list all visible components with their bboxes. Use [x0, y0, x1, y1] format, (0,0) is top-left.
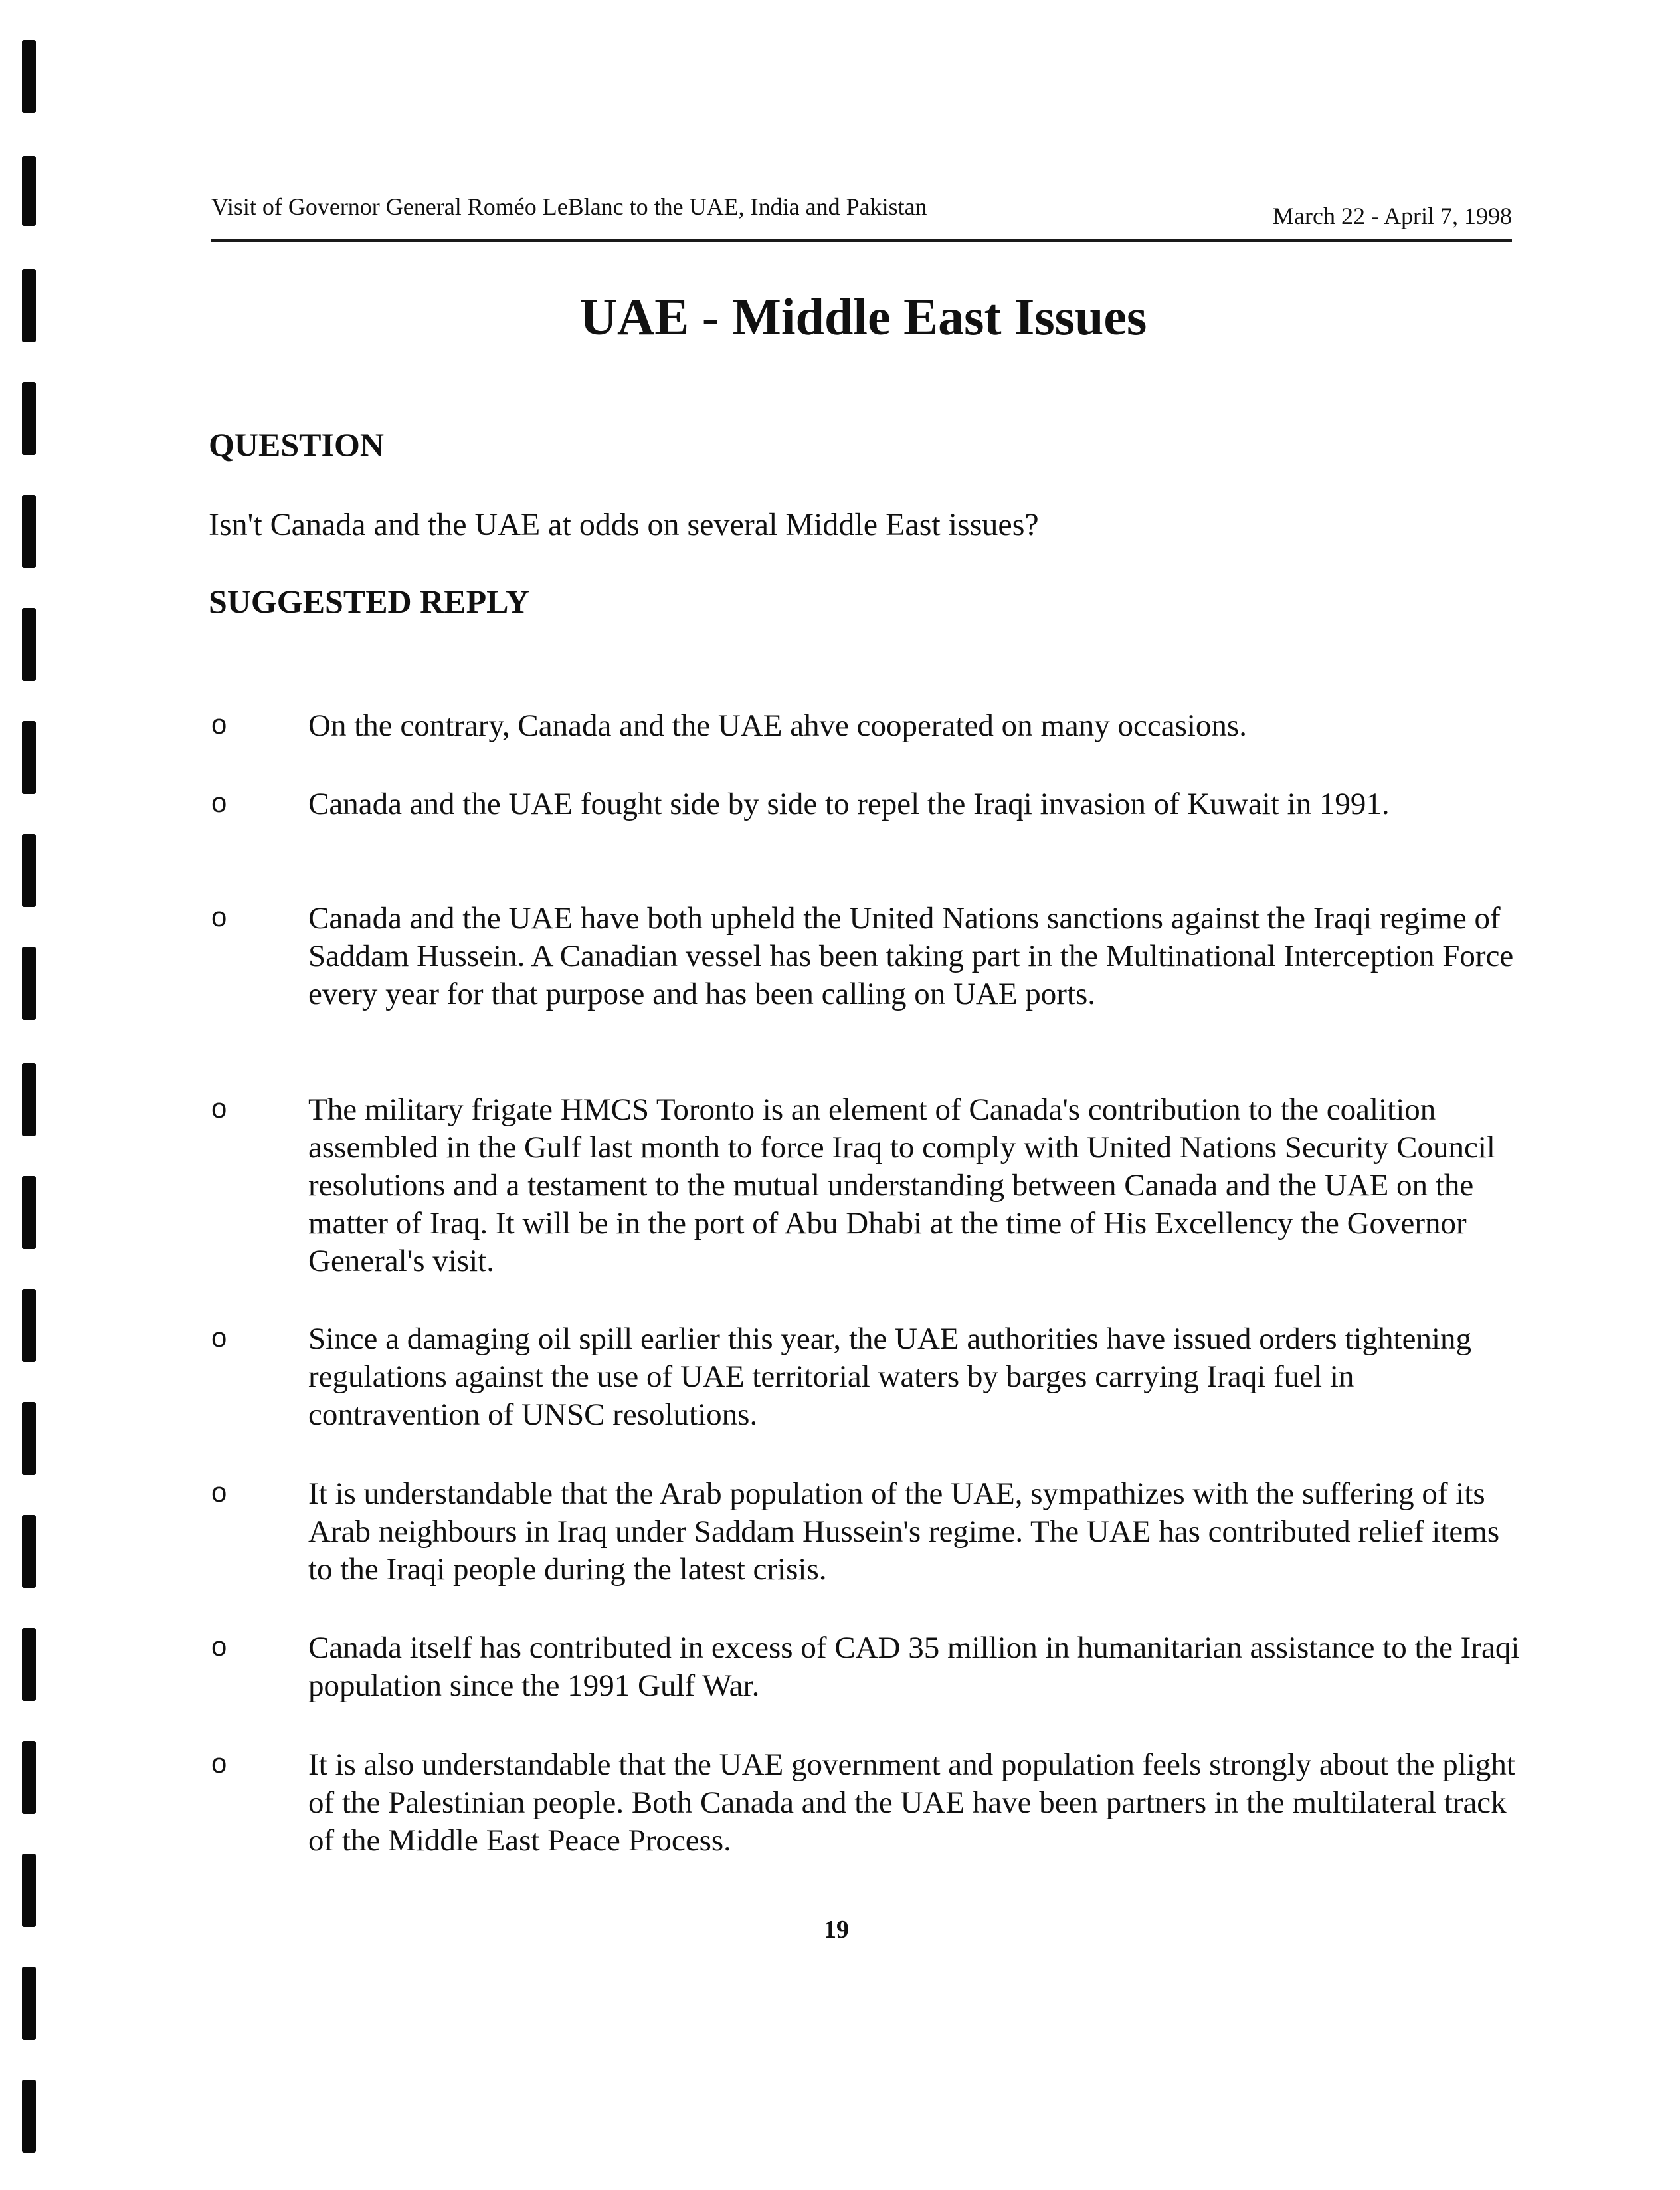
bullet-icon: o — [211, 1747, 227, 1779]
list-item-text: On the contrary, Canada and the UAE ahve cooperated on many occasions. — [308, 708, 1247, 743]
binding-mark — [22, 156, 36, 226]
page-number: 19 — [824, 1916, 849, 1943]
bullet-icon: o — [211, 1092, 227, 1124]
binding-mark — [22, 1854, 36, 1927]
binding-mark — [22, 947, 36, 1020]
list-item-text: Canada itself has contributed in excess of CAD 35 million in humanitarian assistance to the Iraqi population since the 1991 Gulf War. — [308, 1631, 1520, 1703]
binding-mark — [22, 40, 36, 113]
list-item-text: It is understandable that the Arab population of the UAE, sympathizes with the suffering of its Arab neighbours in Iraq under Saddam Hussein's regime. The UAE has contributed relief items to the Iraqi people during the latest crisis. — [308, 1476, 1500, 1587]
binding-mark — [22, 1515, 36, 1588]
page-header — [211, 187, 1512, 242]
header-dates: March 22 - April 7, 1998 — [1273, 203, 1512, 229]
question-heading: QUESTION — [209, 426, 384, 463]
list-item-text: Since a damaging oil spill earlier this year, the UAE authorities have issued orders tightening regulations against the use of UAE territorial waters by barges carrying Iraqi fuel in contravention of UNSC resolutions. — [308, 1322, 1472, 1432]
binding-mark — [22, 1063, 36, 1136]
list-item-text: The military frigate HMCS Toronto is an element of Canada's contribution to the coalition assembled in the Gulf last month to force Iraq to comply with United Nations Security Council resolutions and a testament to the mutual understanding between Canada and the UAE on the matter of Iraq. It will be in the port of Abu Dhabi at the time of His Excellency the Governor General's visit. — [308, 1092, 1495, 1278]
header-visit-title: Visit of Governor General Roméo LeBlanc to the UAE, India and Pakistan — [211, 193, 927, 220]
binding-mark — [22, 608, 36, 681]
bullet-icon: o — [211, 1476, 227, 1508]
binding-mark — [22, 2080, 36, 2153]
binding-mark — [22, 834, 36, 907]
bullet-icon: o — [211, 1631, 227, 1662]
question-text: Isn't Canada and the UAE at odds on several Middle East issues? — [209, 507, 1039, 542]
bullet-icon: o — [211, 1322, 227, 1353]
bullet-icon: o — [211, 901, 227, 932]
binding-mark — [22, 1967, 36, 2040]
binding-mark — [22, 382, 36, 455]
binding-mark — [22, 1176, 36, 1249]
page-title: UAE - Middle East Issues — [579, 288, 1147, 346]
list-item-text: Canada and the UAE have both upheld the United Nations sanctions against the Iraqi regime of Saddam Hussein. A Canadian vessel has been taking part in the Multinational Interception Force every year for that purpose and has been calling on UAE ports. — [308, 901, 1514, 1011]
list-item-text: Canada and the UAE fought side by side to repel the Iraqi invasion of Kuwait in 1991. — [308, 787, 1390, 821]
binding-mark — [22, 1628, 36, 1701]
bullet-icon: o — [211, 787, 227, 818]
list-item-text: It is also understandable that the UAE government and population feels strongly about the plight of the Palestinian people. Both Canada and the UAE have been partners in the multilateral track of the Middle East Peace Process. — [308, 1747, 1515, 1858]
binding-mark — [22, 495, 36, 568]
bullet-icon: o — [211, 708, 227, 740]
binding-mark — [22, 1741, 36, 1814]
binding-mark — [22, 1289, 36, 1362]
binding-mark — [22, 1402, 36, 1475]
suggested-reply-heading: SUGGESTED REPLY — [209, 583, 530, 620]
binding-mark — [22, 721, 36, 794]
